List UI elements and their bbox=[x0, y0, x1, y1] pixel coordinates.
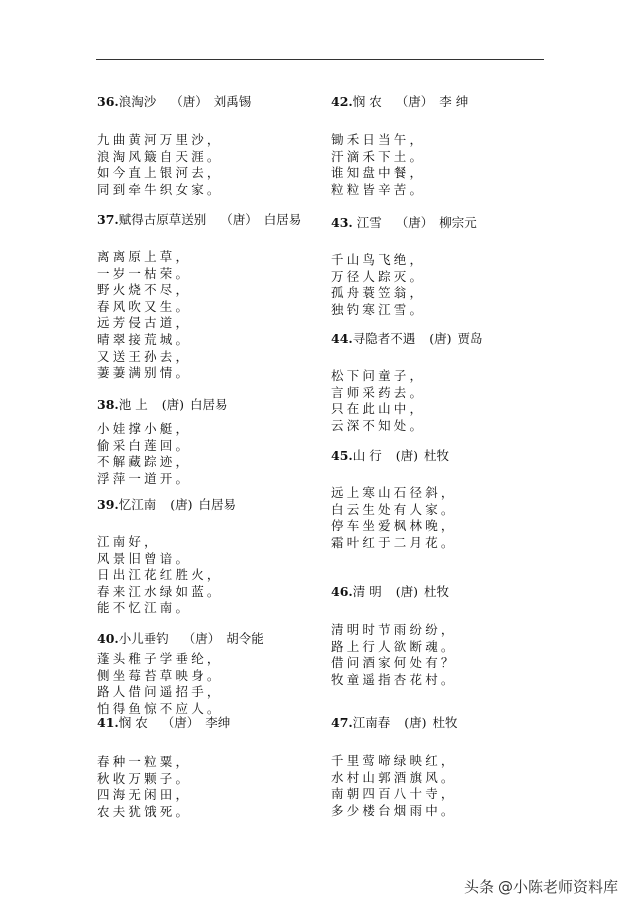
poem-line: 千里莺啼绿映红， bbox=[331, 753, 457, 768]
poem-line: 野火烧不尽， bbox=[97, 282, 192, 298]
poem-line: 路上行人欲断魂。 bbox=[331, 638, 457, 654]
poem-body bbox=[97, 249, 301, 382]
poem-number: 43. bbox=[331, 215, 353, 230]
poem-dynasty: （唐） bbox=[170, 94, 208, 109]
poem-line: 远芳侵古道， bbox=[97, 315, 192, 331]
poem-number: 38. bbox=[97, 397, 119, 412]
poem-line: 言师采药去。 bbox=[331, 384, 426, 400]
poem-body bbox=[331, 368, 483, 434]
poem-number: 36. bbox=[97, 94, 119, 109]
poem-right-3 bbox=[331, 330, 483, 434]
poem-line: 蓬头稚子学垂纶， bbox=[97, 651, 223, 666]
poem-right-6 bbox=[331, 714, 458, 819]
poem-line: 白云生处有人家。 bbox=[331, 501, 457, 517]
poem-dynasty: （唐） bbox=[161, 715, 200, 730]
poem-number: 41. bbox=[97, 715, 119, 730]
poem-body bbox=[331, 485, 457, 551]
poem-line: 只在此山中， bbox=[331, 401, 426, 417]
poem-name: 浪淘沙 bbox=[118, 94, 157, 109]
poem-name: 山 行 bbox=[352, 448, 382, 463]
poem-number: 37. bbox=[97, 212, 119, 227]
poem-line: 一岁一枯荣。 bbox=[97, 265, 192, 281]
poem-number: 40. bbox=[97, 631, 119, 646]
poem-line: 浪淘风簸自天涯。 bbox=[97, 148, 223, 164]
poem-line: 江南好， bbox=[97, 534, 160, 549]
poem-name: 忆江南 bbox=[118, 497, 157, 512]
poem-line: 四海无闲田， bbox=[97, 787, 192, 803]
poem-author: 刘禹锡 bbox=[213, 94, 252, 109]
poem-line: 粒粒皆辛苦。 bbox=[331, 181, 426, 197]
poem-number: 46. bbox=[331, 584, 353, 599]
poem-line: 谁知盘中餐， bbox=[331, 165, 426, 181]
poem-line: 千山鸟飞绝， bbox=[331, 252, 426, 267]
poem-line: 春种一粒粟， bbox=[97, 754, 192, 769]
poem-line: 远上寒山石径斜， bbox=[331, 485, 457, 500]
poem-left-4 bbox=[97, 496, 236, 617]
poem-name: 悯 农 bbox=[352, 94, 382, 109]
poem-line: 日出江花红胜火， bbox=[97, 567, 223, 583]
poem-body bbox=[331, 132, 468, 198]
poem-body bbox=[97, 421, 228, 487]
poem-author: 杜牧 bbox=[432, 715, 458, 730]
poem-line: 风景旧曾谙。 bbox=[97, 550, 192, 566]
watermark-text: @小陈老师资料库 bbox=[497, 878, 618, 896]
poem-name: 池 上 bbox=[118, 397, 148, 412]
poem-number: 42. bbox=[331, 94, 353, 109]
poem-line: 九曲黄河万里沙， bbox=[97, 132, 223, 147]
poem-line: 秋收万颗子。 bbox=[97, 770, 192, 786]
poem-title bbox=[331, 583, 457, 600]
poem-line: 牧童遥指杏花村。 bbox=[331, 671, 457, 687]
poem-line: 南朝四百八十寺， bbox=[331, 786, 457, 802]
poem-right-1 bbox=[331, 93, 468, 198]
poem-right-2 bbox=[331, 214, 477, 318]
poem-title bbox=[97, 211, 301, 228]
poem-line: 又送王孙去， bbox=[97, 348, 192, 364]
poem-title bbox=[97, 714, 230, 731]
poem-left-2 bbox=[97, 211, 301, 382]
poem-title bbox=[97, 396, 228, 413]
poem-line: 侧坐莓苔草映身。 bbox=[97, 667, 223, 683]
poem-line: 停车坐爱枫林晚， bbox=[331, 518, 457, 534]
poem-right-4 bbox=[331, 447, 457, 551]
poem-body bbox=[97, 534, 236, 617]
poem-line: 小娃撑小艇， bbox=[97, 421, 192, 436]
poem-title bbox=[331, 93, 468, 110]
watermark bbox=[464, 876, 618, 897]
poem-number: 47. bbox=[331, 715, 353, 730]
poem-body bbox=[97, 651, 264, 717]
poem-name: 小儿垂钓 bbox=[118, 631, 169, 646]
poem-author: 白居易 bbox=[198, 497, 237, 512]
poem-author: 柳宗元 bbox=[439, 215, 477, 230]
poem-body bbox=[331, 622, 457, 688]
poem-line: 怕得鱼惊不应人。 bbox=[97, 700, 223, 716]
poem-name: 清 明 bbox=[352, 584, 382, 599]
poem-right-5 bbox=[331, 583, 457, 688]
poem-author: 白居易 bbox=[190, 397, 228, 412]
poem-line: 万径人踪灭。 bbox=[331, 268, 426, 284]
poem-line: 春风吹又生。 bbox=[97, 298, 192, 314]
poem-title bbox=[331, 214, 477, 231]
poem-line: 霜叶红于二月花。 bbox=[331, 534, 457, 550]
poem-author: 杜牧 bbox=[424, 584, 450, 599]
poem-name: 寻隐者不遇 bbox=[352, 331, 416, 346]
poem-line: 多少楼台烟雨中。 bbox=[331, 802, 457, 818]
poem-line: 如今直上银河去， bbox=[97, 165, 223, 181]
poem-line: 云深不知处。 bbox=[331, 417, 426, 433]
poem-title bbox=[97, 93, 251, 110]
poem-line: 清明时节雨纷纷， bbox=[331, 622, 457, 637]
poem-dynasty: (唐) bbox=[404, 715, 427, 730]
poem-left-1 bbox=[97, 93, 251, 198]
poem-author: 白居易 bbox=[263, 212, 302, 227]
poem-name: 江雪 bbox=[352, 215, 382, 230]
poem-dynasty: (唐) bbox=[395, 584, 418, 599]
poem-dynasty: （唐） bbox=[220, 212, 258, 227]
header-rule bbox=[96, 59, 544, 60]
poem-name: 江南春 bbox=[352, 715, 391, 730]
poem-title bbox=[331, 330, 483, 347]
poem-left-6 bbox=[97, 714, 230, 820]
poem-title bbox=[97, 496, 236, 513]
poem-dynasty: （唐） bbox=[395, 215, 434, 230]
poem-dynasty: (唐) bbox=[429, 331, 452, 346]
poem-line: 锄禾日当午， bbox=[331, 132, 426, 147]
poem-number: 39. bbox=[97, 497, 119, 512]
watermark-prefix: 头条 bbox=[463, 878, 494, 896]
poem-body bbox=[97, 754, 230, 820]
poem-line: 松下问童子， bbox=[331, 368, 426, 383]
poem-left-3 bbox=[97, 396, 228, 487]
poem-line: 水村山郭酒旗风。 bbox=[331, 769, 457, 785]
poem-body bbox=[331, 252, 477, 318]
poem-line: 离离原上草， bbox=[97, 249, 192, 264]
poem-line: 独钓寒江雪。 bbox=[331, 301, 426, 317]
poem-line: 汗滴禾下土。 bbox=[331, 148, 426, 164]
poem-author: 胡令能 bbox=[226, 631, 264, 646]
poem-line: 萋萋满别情。 bbox=[97, 365, 192, 381]
poem-author: 李 绅 bbox=[439, 94, 469, 109]
poem-dynasty: （唐） bbox=[395, 94, 434, 109]
poem-name: 赋得古原草送别 bbox=[118, 212, 207, 227]
poem-number: 45. bbox=[331, 448, 353, 463]
poem-name: 悯 农 bbox=[118, 715, 148, 730]
poem-dynasty: (唐) bbox=[170, 497, 193, 512]
poem-line: 农夫犹饿死。 bbox=[97, 803, 192, 819]
poem-title bbox=[331, 447, 457, 464]
poem-line: 路人借问遥招手， bbox=[97, 684, 223, 700]
poem-line: 借问酒家何处有？ bbox=[331, 655, 457, 671]
poem-author: 杜牧 bbox=[424, 448, 450, 463]
poem-body bbox=[97, 132, 251, 198]
poem-line: 同到牵牛织女家。 bbox=[97, 181, 223, 197]
poem-number: 44. bbox=[331, 331, 353, 346]
poem-author: 贾岛 bbox=[457, 331, 483, 346]
poem-title bbox=[331, 714, 458, 731]
poem-author: 李绅 bbox=[205, 715, 231, 730]
poem-title bbox=[97, 630, 264, 647]
poem-left-5 bbox=[97, 630, 264, 717]
poem-line: 不解藏踪迹， bbox=[97, 454, 192, 470]
poem-line: 能不忆江南。 bbox=[97, 600, 192, 616]
poem-line: 晴翠接荒城。 bbox=[97, 331, 192, 347]
poem-line: 偷采白莲回。 bbox=[97, 437, 192, 453]
poem-line: 浮萍一道开。 bbox=[97, 470, 192, 486]
poem-dynasty: (唐) bbox=[395, 448, 418, 463]
poem-dynasty: (唐) bbox=[161, 397, 184, 412]
poem-line: 孤舟蓑笠翁， bbox=[331, 285, 426, 301]
poem-dynasty: （唐） bbox=[182, 631, 221, 646]
poem-line: 春来江水绿如蓝。 bbox=[97, 583, 223, 599]
poem-body bbox=[331, 753, 458, 819]
